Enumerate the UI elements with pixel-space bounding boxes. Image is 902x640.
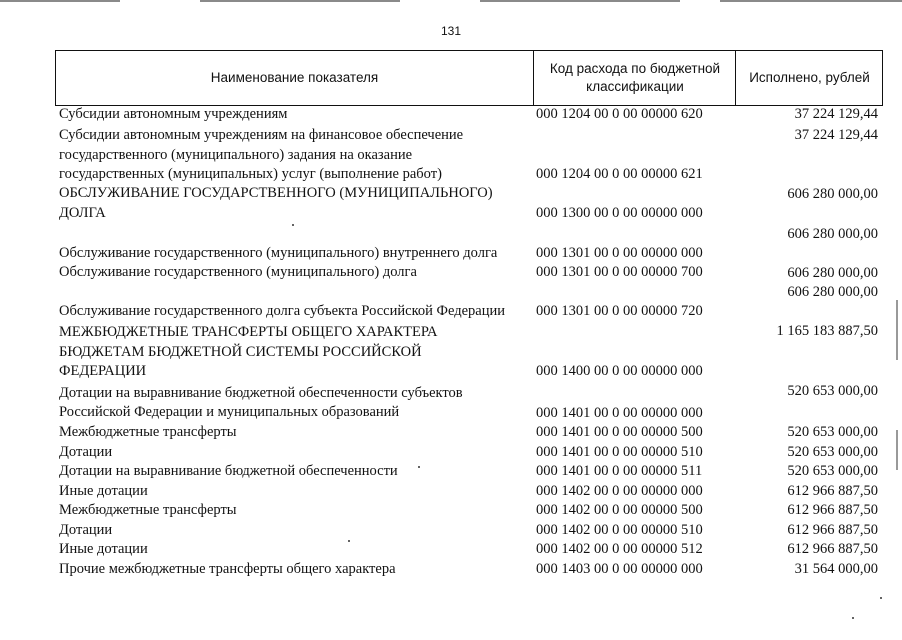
row-name: ОБСЛУЖИВАНИЕ ГОСУДАРСТВЕННОГО (МУНИЦИПАЛЬНОГО): [59, 185, 493, 201]
scan-speck: [852, 617, 854, 619]
row-name: Дотации на выравнивание бюджетной обеспеченности субъектов: [59, 385, 463, 401]
row-name: МЕЖБЮДЖЕТНЫЕ ТРАНСФЕРТЫ ОБЩЕГО ХАРАКТЕРА: [59, 324, 438, 340]
page-number: 131: [440, 24, 462, 38]
row-name: Субсидии автономным учреждениям на финансовое обеспечение: [59, 127, 464, 143]
scan-edge-mark: [896, 430, 898, 470]
row-code: 000 1402 00 0 00 00000 500: [536, 502, 703, 518]
row-name: Обслуживание государственного (муниципального) долга: [59, 264, 417, 280]
scan-speck: [418, 466, 420, 468]
scan-edge-line: [0, 0, 120, 2]
row-amount: 612 966 887,50: [787, 483, 878, 499]
row-amount: 606 280 000,00: [787, 186, 878, 202]
row-amount: 606 280 000,00: [787, 284, 878, 300]
row-amount: 37 224 129,44: [794, 106, 878, 122]
row-name: Субсидии автономным учреждениям: [59, 106, 288, 122]
row-name: Иные дотации: [59, 541, 148, 557]
row-name: Дотации на выравнивание бюджетной обеспеченности: [59, 463, 398, 479]
row-amount: 37 224 129,44: [794, 127, 878, 143]
row-code: 000 1402 00 0 00 00000 000: [536, 483, 703, 499]
row-name: ФЕДЕРАЦИИ: [59, 363, 147, 379]
row-code: 000 1401 00 0 00 00000 000: [536, 405, 703, 421]
row-name: Российской Федерации и муниципальных образований: [59, 404, 400, 420]
row-amount: 606 280 000,00: [787, 226, 878, 242]
row-code: 000 1401 00 0 00 00000 510: [536, 444, 703, 460]
row-amount: 31 564 000,00: [794, 561, 878, 577]
header-amount-column: Исполнено, рублей: [735, 51, 883, 105]
row-amount: 520 653 000,00: [787, 463, 878, 479]
row-code: 000 1402 00 0 00 00000 512: [536, 541, 703, 557]
header-code-line2: классификации: [586, 79, 684, 94]
scan-edge-line: [480, 0, 680, 2]
row-amount: 520 653 000,00: [787, 444, 878, 460]
scan-speck: [880, 597, 882, 599]
row-name: Дотации: [59, 522, 113, 538]
row-code: 000 1403 00 0 00 00000 000: [536, 561, 703, 577]
row-name: Обслуживание государственного (муниципального) внутреннего долга: [59, 245, 498, 261]
row-amount: 612 966 887,50: [787, 502, 878, 518]
row-name: Обслуживание государственного долга субъекта Российской Федерации: [59, 303, 505, 319]
row-amount: 612 966 887,50: [787, 522, 878, 538]
row-code: 000 1402 00 0 00 00000 510: [536, 522, 703, 538]
header-name-column: Наименование показателя: [210, 70, 379, 85]
row-code: 000 1204 00 0 00 00000 621: [536, 166, 703, 182]
row-name: БЮДЖЕТАМ БЮДЖЕТНОЙ СИСТЕМЫ РОССИЙСКОЙ: [59, 344, 422, 360]
row-name: ДОЛГА: [59, 205, 106, 221]
row-name: Иные дотации: [59, 483, 148, 499]
scan-edge-mark: [896, 300, 898, 360]
row-name: Межбюджетные трансферты: [59, 424, 237, 440]
row-amount: 1 165 183 887,50: [776, 323, 878, 339]
row-code: 000 1204 00 0 00 00000 620: [536, 106, 703, 122]
row-name: государственных (муниципальных) услуг (выполнение работ): [59, 166, 442, 182]
table-header: [55, 50, 883, 106]
header-code-column: [533, 51, 736, 105]
row-code: 000 1301 00 0 00 00000 720: [536, 303, 703, 319]
scan-edge-line: [200, 0, 400, 2]
row-amount: 606 280 000,00: [787, 265, 878, 281]
row-amount: 520 653 000,00: [787, 424, 878, 440]
row-code: 000 1301 00 0 00 00000 000: [536, 245, 703, 261]
row-name: Дотации: [59, 444, 113, 460]
row-amount: 520 653 000,00: [787, 383, 878, 399]
scan-speck: [292, 224, 294, 226]
row-code: 000 1401 00 0 00 00000 500: [536, 424, 703, 440]
row-code: 000 1401 00 0 00 00000 511: [536, 463, 703, 479]
row-name: Прочие межбюджетные трансферты общего характера: [59, 561, 396, 577]
row-amount: 612 966 887,50: [787, 541, 878, 557]
row-code: 000 1400 00 0 00 00000 000: [536, 363, 703, 379]
row-code: 000 1300 00 0 00 00000 000: [536, 205, 703, 221]
row-code: 000 1301 00 0 00 00000 700: [536, 264, 703, 280]
row-name: Межбюджетные трансферты: [59, 502, 237, 518]
row-name: государственного (муниципального) задания на оказание: [59, 147, 413, 163]
scan-speck: [348, 540, 350, 542]
header-code-line1: Код расхода по бюджетной: [549, 61, 721, 76]
scan-edge-line: [720, 0, 902, 2]
